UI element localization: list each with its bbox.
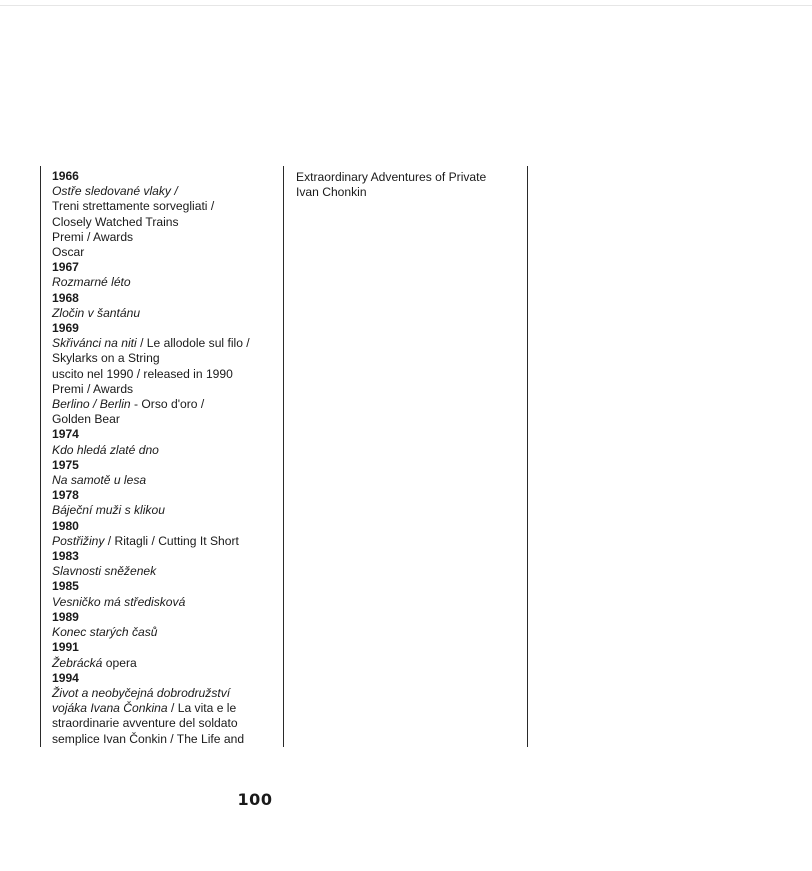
film-detail-text: Oscar [52,245,85,260]
film-title-text: Slavnosti sněženek [52,564,157,579]
film-entry-line [52,306,280,321]
year-heading: 1968 [52,290,79,305]
year-heading: 1989 [52,609,79,624]
year-heading: 1994 [52,670,79,685]
film-entry-line [52,215,280,230]
film-title-text: Postřižiny [52,533,105,548]
film-detail-text: - Orso d'oro / [130,397,205,412]
film-title-text: Báječní muži s klikou [52,503,165,518]
page-number: 100 [237,790,273,809]
film-title-text: Berlino / Berlin [52,397,131,412]
column-rule-left [40,166,41,747]
film-entry-line [52,351,280,366]
film-detail-text: Premi / Awards [52,381,134,396]
film-title-text: Kdo hledá zlaté dno [52,442,159,457]
film-entry-line [52,336,280,351]
film-entry-line [52,701,280,716]
film-entry-line [52,534,280,549]
year-heading: 1967 [52,260,79,275]
film-title-text: Ostře sledované vlaky / [52,184,178,199]
film-entry-line [52,732,280,747]
film-entry-line [52,716,280,731]
year-heading: 1974 [52,427,79,442]
film-entry-line [52,397,280,412]
film-entry-line [52,245,280,260]
top-divider [0,5,812,6]
film-detail-text: semplice Ivan Čonkin / The Life and [52,731,245,746]
year-heading: 1983 [52,549,79,564]
film-entry-line [52,230,280,245]
film-entry-line [52,199,280,214]
film-detail-text: straordinarie avventure del soldato [52,716,238,731]
film-title-text: Na samotě u lesa [52,473,147,488]
film-title-text: Skřivánci na niti [52,336,137,351]
year-heading: 1969 [52,321,79,336]
year-heading: 1978 [52,488,79,503]
film-entry-line [52,382,280,397]
film-detail-text: / Ritagli / Cutting It Short [104,533,239,548]
film-entry-line [52,443,280,458]
film-entry-line [52,656,280,671]
film-detail-text: Golden Bear [52,412,120,427]
year-heading: 1991 [52,640,79,655]
year-heading: 1985 [52,579,79,594]
film-entry-line [52,412,280,427]
film-entry-line [296,170,524,185]
film-detail-text: Premi / Awards [52,229,134,244]
film-title-text: vojáka Ivana Čonkina [52,701,168,716]
film-detail-text: Treni strettamente sorvegliati / [52,199,215,214]
filmography-left-column [52,169,280,747]
film-entry-line [52,275,280,290]
film-entry-line [52,564,280,579]
film-title-text: Žebrácká [52,655,103,670]
film-detail-text: opera [102,655,137,670]
film-entry-line [52,473,280,488]
film-detail-text: uscito nel 1990 / released in 1990 [52,366,233,381]
film-entry-line [52,503,280,518]
film-title-text: Vesničko má středisková [52,594,186,609]
column-rule-middle [283,166,284,747]
film-detail-text: / Le allodole sul filo / [136,336,250,351]
year-heading: 1980 [52,518,79,533]
film-entry-line [296,185,524,200]
filmography-right-column [296,170,524,200]
film-detail-text: Ivan Chonkin [296,185,367,200]
film-detail-text: Extraordinary Adventures of Private [296,170,487,184]
film-detail-text: Closely Watched Trains [52,214,179,229]
column-rule-right [527,166,528,747]
film-entry-line [52,595,280,610]
film-entry-line [52,625,280,640]
film-entry-line [52,686,280,701]
film-entry-line [52,184,280,199]
year-heading: 1975 [52,457,79,472]
film-entry-line [52,367,280,382]
film-title-text: Rozmarné léto [52,275,131,290]
film-detail-text: / La vita e le [167,701,237,716]
film-title-text: Konec starých časů [52,625,158,640]
film-title-text: Zločin v šantánu [52,305,141,320]
film-detail-text: Skylarks on a String [52,351,160,366]
film-title-text: Život a neobyčejná dobrodružství [52,685,231,700]
year-heading: 1966 [52,169,79,183]
